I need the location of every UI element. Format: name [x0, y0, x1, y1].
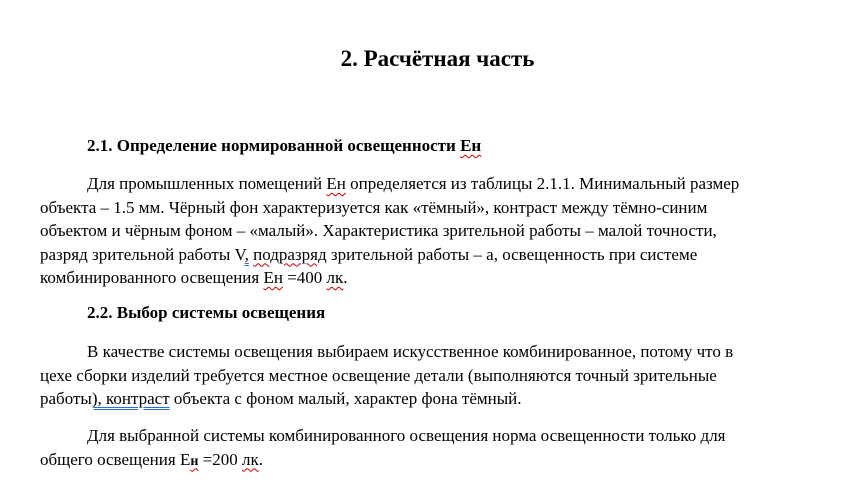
spellcheck-word[interactable]: подразряд — [253, 244, 327, 264]
subsection-heading-2-2: 2.2. Выбор системы освещения — [87, 303, 326, 322]
paragraph-illuminance-norm — [40, 424, 840, 471]
text-run: объекта с фоном малый, характер фона тёмный. — [169, 389, 522, 408]
text-run: Е — [179, 449, 191, 469]
text-run: комбинированного освещения — [40, 268, 264, 287]
heading-text: 2.1. Определение нормированной освещенности — [87, 136, 461, 155]
spellcheck-word[interactable]: лк — [242, 449, 259, 469]
paragraph-normalized-illuminance — [40, 172, 840, 290]
paragraph-line — [40, 448, 840, 472]
paragraph-line: объекта – 1.5 мм. Чёрный фон характеризуется как «тёмный», контраст между тёмно-синим — [40, 197, 708, 217]
paragraph-line: Для выбранной системы комбинированного освещения норма освещенности только для — [87, 426, 726, 445]
grammar-mark[interactable]: , — [244, 244, 249, 264]
spellcheck-word[interactable]: лк — [326, 268, 344, 287]
section-title: 2. Расчётная часть — [340, 46, 535, 71]
text-run: Для промышленных помещений — [87, 174, 327, 193]
text-run: =400 — [282, 268, 327, 287]
paragraph-line — [40, 243, 840, 267]
paragraph-lighting-system — [40, 340, 840, 411]
spellcheck-word[interactable]: Ен — [263, 268, 283, 287]
subsection-heading-2-1 — [87, 135, 481, 157]
text-run: . — [258, 449, 263, 469]
text-run: работы — [40, 389, 92, 408]
paragraph-line: В качестве системы освещения выбираем искусственное комбинированное, потому что в — [87, 342, 734, 361]
text-run: разряд зрительной работы V — [40, 244, 245, 264]
spellcheck-word[interactable]: Ен — [460, 136, 482, 155]
text-run: определяется из таблицы 2.1.1. Минимальный размер — [345, 174, 740, 193]
spellcheck-word[interactable]: Ен — [326, 174, 346, 193]
spellcheck-word[interactable]: н — [190, 453, 199, 469]
text-run: . — [343, 268, 348, 287]
paragraph-line — [40, 387, 840, 411]
grammar-mark[interactable]: ), контраст — [91, 389, 170, 408]
paragraph-line — [40, 172, 840, 196]
text-run: общего освещения — [40, 449, 180, 469]
paragraph-line: объектом и чёрным фоном – «малый». Характеристика зрительной работы – малой точности, — [40, 221, 717, 240]
text-run: =200 — [198, 449, 242, 469]
text-run: зрительной работы – а, освещенность при системе — [326, 244, 698, 264]
paragraph-line: цехе сборки изделий требуется местное освещение детали (выполняются точный зрительные — [40, 365, 717, 385]
paragraph-line — [40, 266, 840, 290]
